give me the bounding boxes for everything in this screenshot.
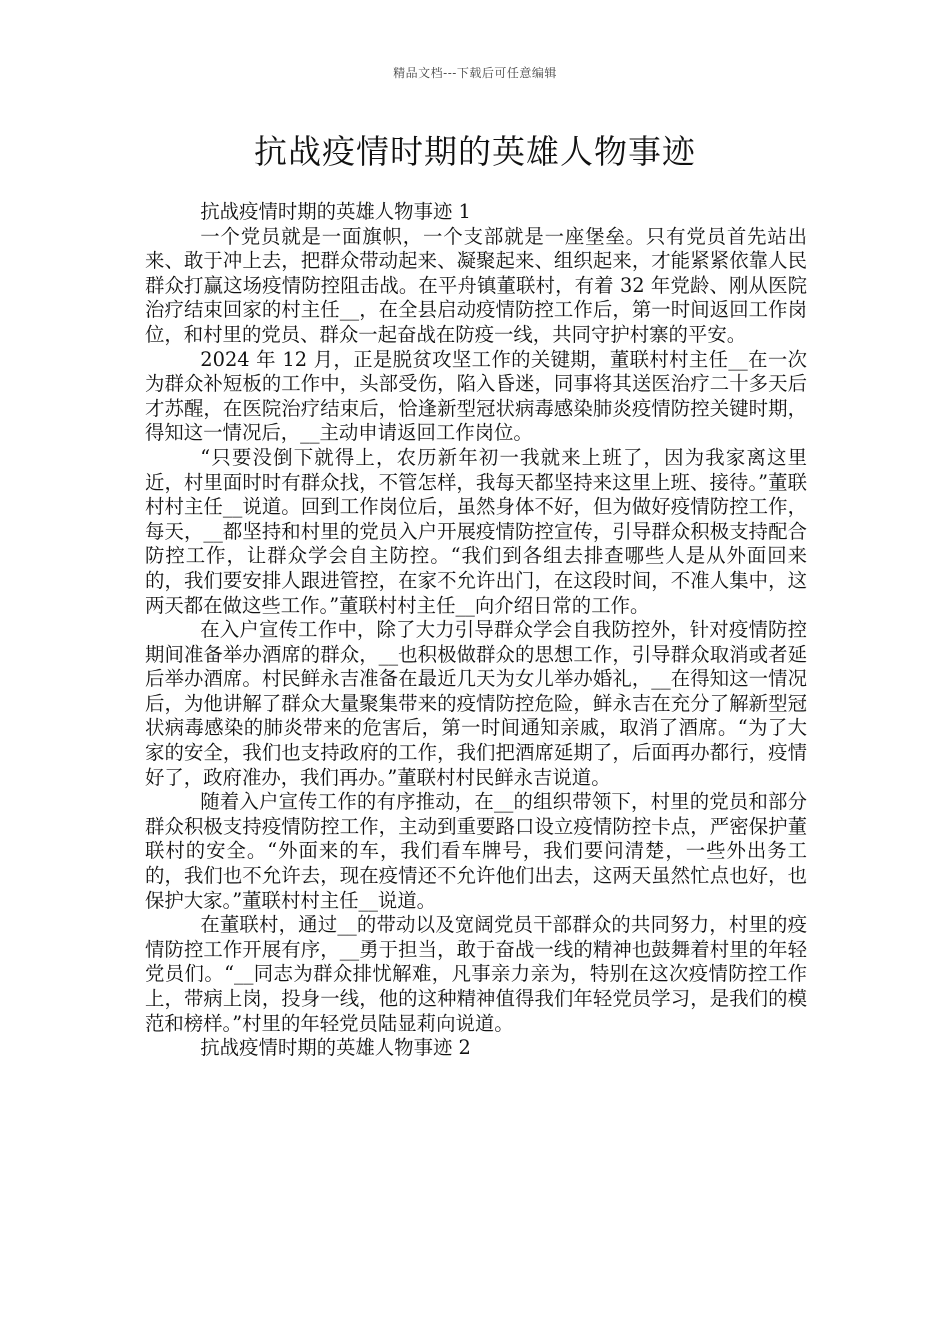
body-paragraph: 在入户宣传工作中，除了大力引导群众学会自我防控外，针对疫情防控期间准备举办酒席的群众，__也积极做群众的思想工作，引导群众取消或者延后举办酒席。村民鲜永吉准备在最近几天为女儿举办婚礼，__在得知这一情况后，为他讲解了群众大量聚集带来的疫情防控危险，鲜永吉在充分了解新型冠状病毒感染的肺炎带来的危害后，第一时间通知亲戚，取消了酒席。“为了大家的安全，我们也支持政府的工作，我们把酒席延期了，后面再办都行，疫情好了，政府准办，我们再办。”董联村村民鲜永吉说道。	[145, 618, 807, 789]
body-paragraph: 一个党员就是一面旗帜，一个支部就是一座堡垒。只有党员首先站出来、敢于冲上去，把群众带动起来、凝聚起来、组织起来，才能紧紧依靠人民群众打赢这场疫情防控阻击战。在平舟镇董联村，有着 32 年党龄、刚从医院治疗结束回家的村主任__，在全县启动疫情防控工作后，第一时间返回工作岗位，和村里的党员、群众一起奋战在防疫一线，共同守护村寨的平安。	[145, 224, 807, 346]
body-paragraph: 2024 年 12 月，正是脱贫攻坚工作的关键期，董联村村主任__在一次为群众补短板的工作中，头部受伤，陷入昏迷，同事将其送医治疗二十多天后才苏醒，在医院治疗结束后，恰逢新型冠状病毒感染肺炎疫情防控关键时期，得知这一情况后，__主动申请返回工作岗位。	[145, 347, 807, 445]
section-heading-1: 抗战疫情时期的英雄人物事迹 1	[200, 200, 471, 223]
section-heading-2: 抗战疫情时期的英雄人物事迹 2	[200, 1036, 471, 1060]
body-paragraph: 随着入户宣传工作的有序推动，在__的组织带领下，村里的党员和部分群众积极支持疫情防控工作，主动到重要路口设立疫情防控卡点，严密保护董联村的安全。“外面来的车，我们看车牌号，我们要问清楚，一些外出务工的，我们也不允许去，现在疫情还不允许他们出去，这两天虽然忙点也好，也保护大家。”董联村村主任__说道。	[145, 790, 807, 912]
document-title: 抗战疫情时期的英雄人物事迹	[254, 132, 696, 171]
header-note: 精品文档---下载后可任意编辑	[393, 66, 557, 80]
body-paragraph: “只要没倒下就得上，农历新年初一我就来上班了，因为我家离这里近，村里面时时有群众找，不管怎样，我每天都坚持来这里上班、接待。”董联村村主任__说道。回到工作岗位后，虽然身体不好，但为做好疫情防控工作，每天，__都坚持和村里的党员入户开展疫情防控宣传，引导群众积极支持配合防控工作，让群众学会自主防控。“我们到各组去排查哪些人是从外面回来的，我们要安排人跟进管控，在家不允许出门，在这段时间，不准人集中，这两天都在做这些工作。”董联村村主任__向介绍日常的工作。	[145, 445, 807, 617]
document-body	[145, 200, 807, 1061]
body-paragraph: 在董联村，通过__的带动以及宽阔党员干部群众的共同努力，村里的疫情防控工作开展有序，__勇于担当，敢于奋战一线的精神也鼓舞着村里的年轻党员们。“__同志为群众排忧解难，凡事亲力亲为，特别在这次疫情防控工作上，带病上岗，投身一线，他的这种精神值得我们年轻党员学习，是我们的模范和榜样。”村里的年轻党员陆显莉向说道。	[145, 913, 807, 1035]
